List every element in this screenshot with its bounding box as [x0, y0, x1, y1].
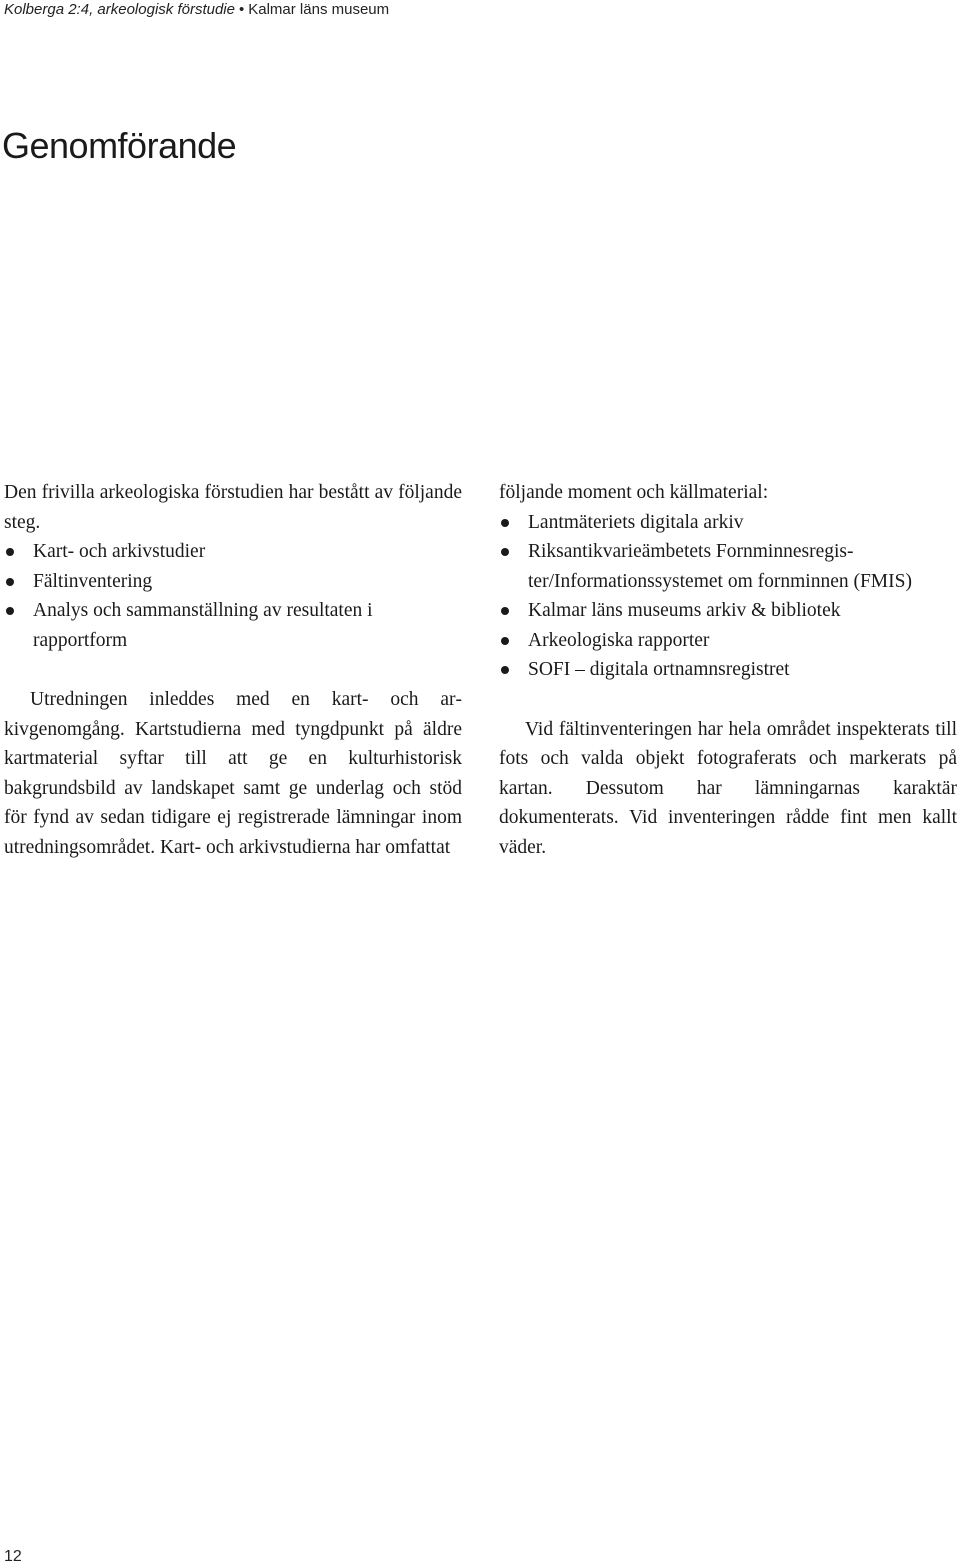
right-column [499, 478, 957, 862]
list-item-text: Kart- och arkivstudier [33, 541, 206, 562]
list-item-text: Lantmäteriets digitala arkiv [528, 511, 744, 533]
list-item [4, 596, 462, 655]
method-paragraph: Utredningen inleddes med en kart- och arkivgenomgång. Kartstudierna med tyngdpunkt på äldre kartmaterial syftar till att ge en kulturhistorisk bakgrundsbild av landskapet samt ge underlag och stöd för fynd av sedan tidigare ej registrerade lämningar inom utredningsområdet. Kart- och arkivstudierna har omfattat [4, 689, 462, 858]
header-separator: • [238, 1, 245, 18]
list-item-text: Kalmar läns museums arkiv & bibliotek [528, 600, 841, 621]
bullet-icon [501, 637, 509, 645]
bullet-icon [501, 548, 509, 556]
bullet-icon [501, 519, 509, 527]
sources-list [499, 508, 957, 685]
list-item [499, 596, 957, 626]
bullet-icon [6, 578, 14, 586]
continuation-paragraph: följande moment och källmaterial: [499, 482, 769, 503]
header-series-title: Kolberga 2:4, arkeologisk förstudie [4, 1, 235, 18]
list-item-text: Riksantikvarieämbetets Fornminnesregister/Informationssystemet om fornminnen (FMIS) [528, 541, 912, 592]
list-item [4, 567, 462, 597]
bullet-icon [6, 548, 14, 556]
bullet-icon [6, 607, 14, 615]
intro-paragraph: Den frivilla arkeologiska förstudien har bestått av följande steg. [4, 482, 462, 533]
list-item-text: Fältinventering [33, 570, 153, 592]
list-item-text: Arkeologiska rapporter [528, 629, 710, 651]
page-number: 12 [4, 1548, 22, 1565]
header-publisher: Kalmar läns museum [248, 1, 390, 18]
bullet-icon [501, 666, 509, 674]
left-column [4, 478, 462, 862]
running-header [4, 0, 389, 20]
fieldwork-paragraph: Vid fältinventeringen har hela området inspekterats till fots och valda objekt fotograferats och markerats på kartan. Dessutom har lämningarnas karaktär dokumenterats. Vid inventeringen rådde fint men kallt väder. [499, 718, 957, 858]
list-item-text: SOFI – digitala ortnamnsregistret [528, 659, 790, 680]
list-item [499, 626, 957, 656]
list-item [499, 537, 957, 596]
bullet-icon [501, 607, 509, 615]
list-item-text: Analys och sammanställning av resultaten i rapportform [33, 600, 373, 651]
list-item [499, 508, 957, 538]
list-item [4, 537, 462, 567]
list-item [499, 655, 957, 685]
page-title: Genomförande [2, 125, 237, 166]
steps-list [4, 537, 462, 655]
